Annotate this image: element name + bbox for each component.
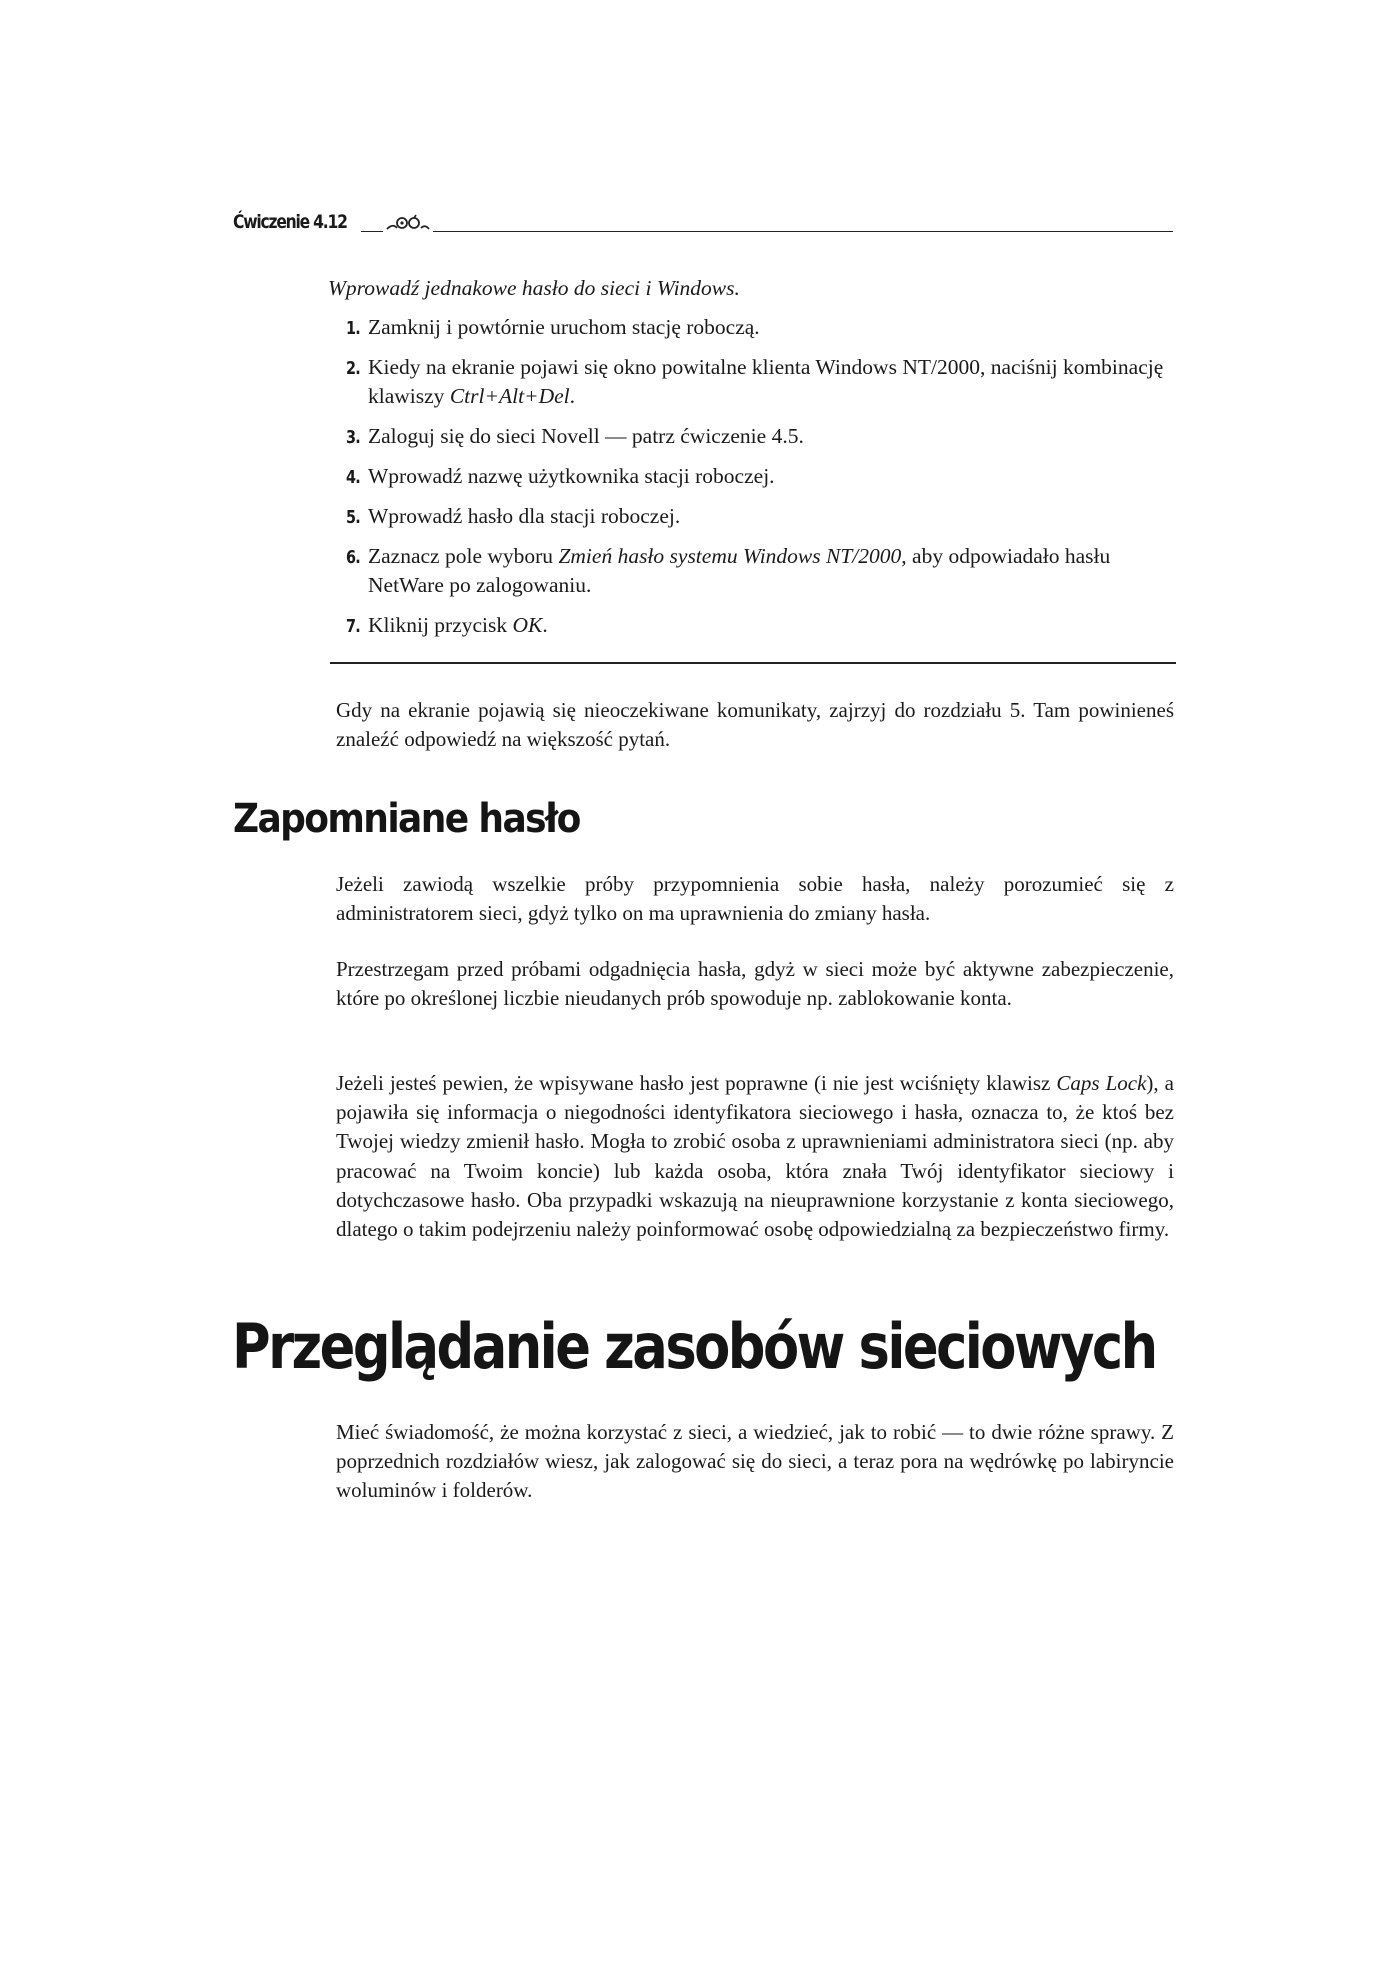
paragraph-unexpected-messages: Gdy na ekranie pojawią się nieoczekiwane komunikaty, zajrzyj do rozdziału 5. Tam powinieneś znaleźć odpowiedź na większość pytań. — [336, 698, 1174, 752]
step-text: Kiedy na ekranie pojawi się okno powitalne klienta Windows NT/2000, naciśnij kombinację klawiszy — [368, 355, 1164, 408]
exercise-step — [328, 313, 1170, 342]
step-number: 2. — [346, 358, 360, 379]
paragraph-forgotten-password: Jeżeli zawiodą wszelkie próby przypomnienia sobie hasła, należy porozumieć się z administratorem sieci, gdyż tylko on ma uprawnienia do zmiany hasła. — [336, 872, 1174, 926]
exercise-step — [328, 542, 1170, 600]
exercise-step — [328, 502, 1170, 531]
paragraph-password-changed — [336, 1069, 1174, 1244]
step-number: 3. — [346, 427, 360, 448]
step-text-tail: . — [569, 384, 575, 408]
step-text: Zamknij i powtórnie uruchom stację roboczą. — [368, 315, 760, 339]
exercise-bottom-rule — [330, 662, 1176, 664]
step-number: 1. — [346, 318, 360, 339]
paragraph-text-tail: ), a pojawiła się informacja o niegodności identyfikatora sieciowego i hasła, oznacza to, że ktoś bez Twojej wiedzy zmienił hasło. Mogła to zrobić osoba z uprawnieniami administratora sieci (np. aby pracować na Twoim koncie) lub każda osoba, która znała Twój identyfikator sieciowy i dotychczasowe hasło. Oba przypadki wskazują na nieuprawnione korzystanie z konta sieciowego, dlatego o takim podejrzeniu należy poinformować osobę odpowiedzialną za bezpieczeństwo firmy. — [336, 1071, 1174, 1242]
exercise-header-rule — [361, 231, 1173, 232]
exercise-body — [328, 274, 1170, 651]
step-text-tail: . — [542, 613, 548, 637]
exercise-header — [233, 205, 1173, 235]
paragraph-text: Jeżeli jesteś pewien, że wpisywane hasło jest poprawne (i nie jest wciśnięty klawisz — [336, 1071, 1057, 1095]
step-text: Wprowadź hasło dla stacji roboczej. — [368, 504, 681, 528]
step-text: Zaznacz pole wyboru — [368, 544, 559, 568]
step-text: Zaloguj się do sieci Novell — patrz ćwiczenie 4.5. — [368, 424, 804, 448]
paragraph-guessing-warning: Przestrzegam przed próbami odgadnięcia hasła, gdyż w sieci może być aktywne zabezpieczenie, które po określonej liczbie nieudanych prób spowoduje np. zablokowanie konta. — [336, 957, 1174, 1011]
step-number: 7. — [346, 616, 360, 637]
step-emphasis: OK — [512, 613, 543, 637]
exercise-steps — [328, 313, 1170, 640]
step-emphasis: Zmień hasło systemu Windows NT/2000 — [558, 544, 902, 568]
exercise-intro: Wprowadź jednakowe hasło do sieci i Windows. — [328, 276, 740, 300]
step-text: Kliknij przycisk — [368, 613, 513, 637]
paragraph-emphasis: Caps Lock — [1056, 1071, 1147, 1095]
chapter-heading: Przeglądanie zasobów sieciowych — [232, 1310, 1156, 1383]
step-number: 5. — [346, 507, 360, 528]
step-number: 6. — [346, 547, 360, 568]
exercise-step — [328, 353, 1170, 411]
exercise-step — [328, 462, 1170, 491]
exercise-label: Ćwiczenie 4.12 — [233, 211, 347, 233]
step-number: 4. — [346, 467, 360, 488]
step-text: Wprowadź nazwę użytkownika stacji roboczej. — [368, 464, 775, 488]
paragraph-browsing-intro: Mieć świadomość, że można korzystać z sieci, a wiedzieć, jak to robić — to dwie różne sprawy. Z poprzednich rozdziałów wiesz, jak zalogować się do sieci, a teraz pora na wędrówkę po labiryncie woluminów i folderów. — [336, 1420, 1174, 1503]
section-heading: Zapomniane hasło — [233, 796, 580, 842]
step-text-tail: , aby odpowiadało hasłu NetWare po zalogowaniu. — [368, 544, 1111, 597]
mouse-ornament-icon — [383, 213, 433, 233]
exercise-step — [328, 611, 1170, 640]
step-emphasis: Ctrl+Alt+Del — [449, 384, 570, 408]
exercise-step — [328, 422, 1170, 451]
